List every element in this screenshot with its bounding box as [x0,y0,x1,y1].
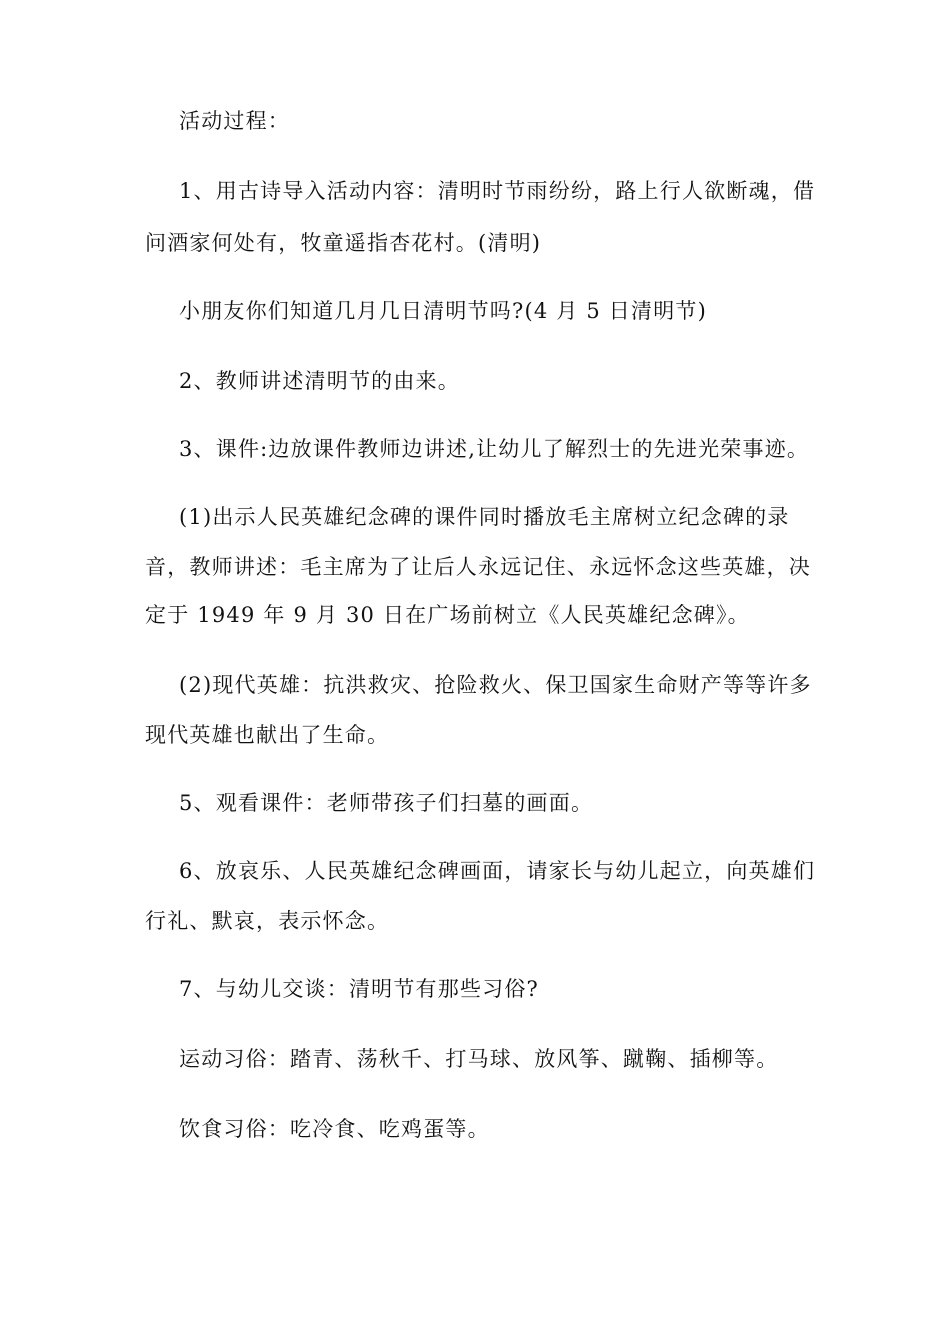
paragraph-line: 6、放哀乐、人民英雄纪念碑画面，请家长与幼儿起立，向英雄们 [179,859,816,883]
paragraph-line: (2)现代英雄：抗洪救灾、抢险救火、保卫国家生命财产等等许多 [179,673,812,697]
paragraph-line: 小朋友你们知道几月几日清明节吗?(4 月 5 日清明节) [179,299,707,323]
paragraph-line: 音，教师讲述：毛主席为了让后人永远记住、永远怀念这些英雄，决 [145,555,811,579]
paragraph-line: 7、与幼儿交谈：清明节有那些习俗? [179,977,540,1001]
paragraph-line: 定于 1949 年 9 月 30 日在广场前树立《人民英雄纪念碑》。 [145,603,750,627]
paragraph-line: (1)出示人民英雄纪念碑的课件同时播放毛主席树立纪念碑的录 [179,505,790,529]
paragraph-line: 饮食习俗：吃冷食、吃鸡蛋等。 [179,1117,490,1141]
paragraph-line: 1、用古诗导入活动内容：清明时节雨纷纷，路上行人欲断魂，借 [179,179,816,203]
paragraph-line: 5、观看课件：老师带孩子们扫墓的画面。 [179,791,594,815]
paragraph-line: 2、教师讲述清明节的由来。 [179,369,460,393]
paragraph-line: 运动习俗：踏青、荡秋千、打马球、放风筝、蹴鞠、插柳等。 [179,1047,779,1071]
paragraph-line: 行礼、默哀，表示怀念。 [145,909,390,933]
section-heading: 活动过程： [179,109,290,133]
paragraph-line: 3、课件:边放课件教师边讲述,让幼儿了解烈士的先进光荣事迹。 [179,437,810,461]
paragraph-line: 现代英雄也献出了生命。 [145,723,390,747]
paragraph-line: 问酒家何处有，牧童遥指杏花村。(清明) [145,231,542,255]
